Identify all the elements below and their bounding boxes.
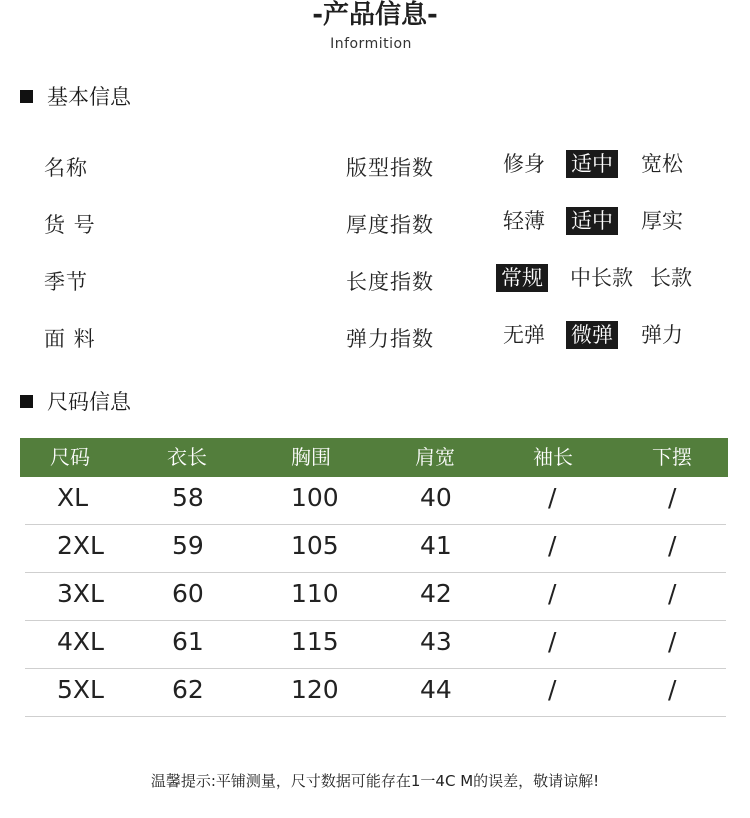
square-bullet-icon <box>20 90 33 103</box>
thickness-option-medium-selected: 适中 <box>566 207 618 235</box>
page-subtitle: Informition <box>330 36 412 52</box>
cell-chest: 120 <box>291 675 339 704</box>
fit-index-label: 版型指数 <box>346 156 434 180</box>
length-index-label: 长度指数 <box>346 270 434 294</box>
cell-sleeve: / <box>548 627 557 656</box>
square-bullet-icon <box>20 395 33 408</box>
cell-shoulder: 41 <box>420 531 452 560</box>
size-info-heading-label: 尺码信息 <box>47 390 131 414</box>
cell-size: XL <box>57 483 89 512</box>
basic-info-heading-label: 基本信息 <box>47 85 131 109</box>
cell-hem: / <box>668 483 677 512</box>
field-name-label: 名称 <box>44 156 88 180</box>
elasticity-option-none: 无弹 <box>503 323 545 347</box>
cell-size: 4XL <box>57 627 104 656</box>
cell-shoulder: 44 <box>420 675 452 704</box>
field-sku-label: 货 号 <box>44 213 96 237</box>
cell-shoulder: 42 <box>420 579 452 608</box>
cell-size: 5XL <box>57 675 104 704</box>
cell-shoulder: 40 <box>420 483 452 512</box>
cell-shoulder: 43 <box>420 627 452 656</box>
cell-hem: / <box>668 675 677 704</box>
cell-length: 62 <box>172 675 204 704</box>
col-shoulder-header: 肩宽 <box>415 445 455 469</box>
cell-sleeve: / <box>548 483 557 512</box>
cell-sleeve: / <box>548 675 557 704</box>
cell-length: 60 <box>172 579 204 608</box>
size-table <box>20 438 728 717</box>
cell-sleeve: / <box>548 579 557 608</box>
elasticity-option-stretch: 弹力 <box>641 323 683 347</box>
basic-info-heading <box>20 84 131 108</box>
cell-chest: 105 <box>291 531 339 560</box>
fit-option-regular-selected: 适中 <box>566 150 618 178</box>
table-row <box>25 573 726 621</box>
thickness-index-label: 厚度指数 <box>346 213 434 237</box>
col-hem-header: 下摆 <box>652 445 692 469</box>
cell-size: 2XL <box>57 531 104 560</box>
field-fabric-label: 面 料 <box>44 327 96 351</box>
length-option-mid-long: 中长款 <box>570 266 633 290</box>
cell-chest: 110 <box>291 579 339 608</box>
table-row <box>25 477 726 525</box>
fit-option-slim: 修身 <box>503 152 545 176</box>
col-length-header: 衣长 <box>167 445 207 469</box>
cell-length: 61 <box>172 627 204 656</box>
cell-chest: 100 <box>291 483 339 512</box>
thickness-option-thick: 厚实 <box>641 209 683 233</box>
length-option-regular-selected: 常规 <box>496 264 548 292</box>
elasticity-index-label: 弹力指数 <box>346 327 434 351</box>
col-size-header: 尺码 <box>50 445 90 469</box>
table-row <box>25 525 726 573</box>
table-row <box>25 669 726 717</box>
cell-size: 3XL <box>57 579 104 608</box>
field-season-label: 季节 <box>44 270 88 294</box>
thickness-option-thin: 轻薄 <box>503 209 545 233</box>
page-title: -产品信息- <box>312 0 438 30</box>
table-row <box>25 621 726 669</box>
cell-chest: 115 <box>291 627 339 656</box>
cell-length: 58 <box>172 483 204 512</box>
cell-hem: / <box>668 579 677 608</box>
cell-length: 59 <box>172 531 204 560</box>
cell-hem: / <box>668 627 677 656</box>
col-sleeve-header: 袖长 <box>533 445 573 469</box>
cell-sleeve: / <box>548 531 557 560</box>
length-option-long: 长款 <box>650 266 692 290</box>
col-chest-header: 胸围 <box>291 445 331 469</box>
measurement-tip: 温馨提示:平铺测量，尺寸数据可能存在1一4C M的误差，敬请谅解! <box>150 772 600 790</box>
size-table-header <box>20 438 728 477</box>
elasticity-option-slight-selected: 微弹 <box>566 321 618 349</box>
size-info-heading <box>20 389 131 413</box>
fit-option-loose: 宽松 <box>641 152 683 176</box>
cell-hem: / <box>668 531 677 560</box>
